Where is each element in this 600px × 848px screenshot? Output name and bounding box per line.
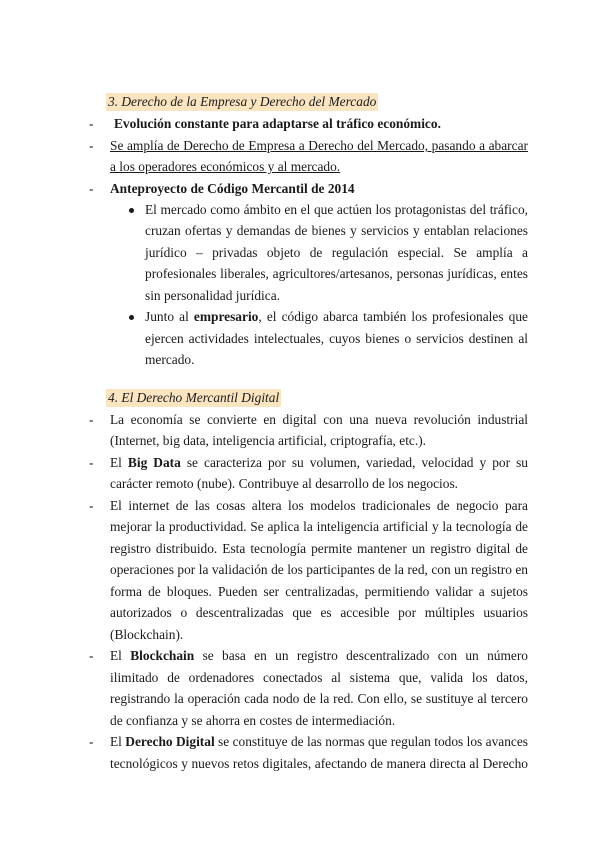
section-4-p2-line-1 <box>110 454 528 472</box>
p2-text: se caracteriza por su volumen, variedad, velocidad y por su <box>180 455 528 470</box>
p5-text: se constituye de las normas que regulan todos los avances <box>214 734 529 749</box>
bullet-2-text: , el código abarca también los profesionales que <box>258 309 528 324</box>
section-3-item-3: Anteproyecto de Código Mercantil de 2014 <box>110 181 355 196</box>
bullet-2-line-1 <box>145 308 528 326</box>
p4-emphasis: Blockchain <box>130 648 195 663</box>
section-4-p3-line: El internet de las cosas altera los modelos tradicionales de negocio para <box>110 498 528 513</box>
section-4-p1-line: (Internet, big data, inteligencia artificial, criptografía, etc.). <box>110 433 427 448</box>
p5-text: El <box>110 734 126 749</box>
dash-marker: - <box>89 181 94 196</box>
bullet-dot <box>129 208 134 213</box>
p2-emphasis: Big Data <box>127 455 181 470</box>
dash-marker: - <box>89 138 94 153</box>
section-3-item-2-line-2: a los operadores económicos y al mercado. <box>110 159 341 174</box>
section-4-p4-line: de confianza y se ahorra en costes de intermediación. <box>110 713 396 728</box>
section-3-item-2-line-1: Se amplía de Derecho de Empresa a Derecho del Mercado, pasando a abarcar <box>110 138 528 153</box>
section-4-p3-line: autorizados o descentralizadas que es accesible por múltiples usuarios <box>110 605 528 620</box>
bullet-1-line: jurídico – privadas objeto de regulación especial. Se amplía a <box>145 245 528 260</box>
dash-marker: - <box>89 734 94 749</box>
p5-emphasis: Derecho Digital <box>125 734 215 749</box>
p2-text: El <box>110 455 128 470</box>
dash-marker: - <box>89 648 94 663</box>
section-4-p3-line: operaciones por la validación de los participantes de la red, con un registro en <box>110 562 528 577</box>
dash-marker: - <box>89 498 94 513</box>
section-4-p4-line: ilimitado de ordenadores conectados al sistema que, valida los datos, <box>110 670 528 685</box>
bullet-1-line: cruzan ofertas y demandas de bienes y servicios y entablan relaciones <box>145 223 528 238</box>
dash-marker: - <box>89 412 94 427</box>
bullet-1-line: profesionales liberales, agricultores/artesanos, personas jurídicas, entes <box>145 266 528 281</box>
section-4-p3-line: registro distribuido. Esta tecnología permite mantener un registro digital de <box>110 541 528 556</box>
bullet-1-line: sin personalidad jurídica. <box>145 288 280 303</box>
section-4-p2-line-2: carácter remoto (nube). Contribuye al desarrollo de los negocios. <box>110 476 459 491</box>
bullet-1-line: El mercado como ámbito en el que actúen los protagonistas del tráfico, <box>145 202 528 217</box>
section-4-p4-line-1 <box>110 647 528 665</box>
section-4-heading: 4. El Derecho Mercantil Digital <box>108 390 280 405</box>
section-4-p3-line: forma de bloques. Pueden ser centralizadas, permitiendo validar a sujetos <box>110 584 528 599</box>
section-4-p3-line: (Blockchain). <box>110 627 184 642</box>
bullet-2-line-2: ejercen actividades intelectuales, cuyos bienes o servicios destinen al <box>145 331 528 346</box>
dash-marker: - <box>89 116 94 131</box>
section-4-p5-line-1 <box>110 733 528 751</box>
p4-text: se basa en un registro descentralizado con un número <box>194 648 528 663</box>
dash-marker: - <box>89 455 94 470</box>
bullet-2-emphasis: empresario <box>193 309 259 324</box>
section-4-p5-line-2: tecnológicos y nuevos retos digitales, afectando de manera directa al Derecho <box>110 756 528 771</box>
bullet-2-line-3: mercado. <box>145 352 195 367</box>
bullet-2-text: Junto al <box>145 309 194 324</box>
section-3-item-1: Evolución constante para adaptarse al tráfico económico. <box>114 116 441 131</box>
section-4-p4-line: registrando la operación cada nodo de la red. Con ello, se sustituye al tercero <box>110 691 528 706</box>
section-3-heading: 3. Derecho de la Empresa y Derecho del Mercado <box>108 94 377 109</box>
section-4-p1-line: La economía se convierte en digital con una nueva revolución industrial <box>110 412 528 427</box>
section-4-p3-line: mejorar la productividad. Se aplica la inteligencia artificial y la tecnología de <box>110 519 528 534</box>
bullet-dot <box>129 315 134 320</box>
p4-text: El <box>110 648 131 663</box>
